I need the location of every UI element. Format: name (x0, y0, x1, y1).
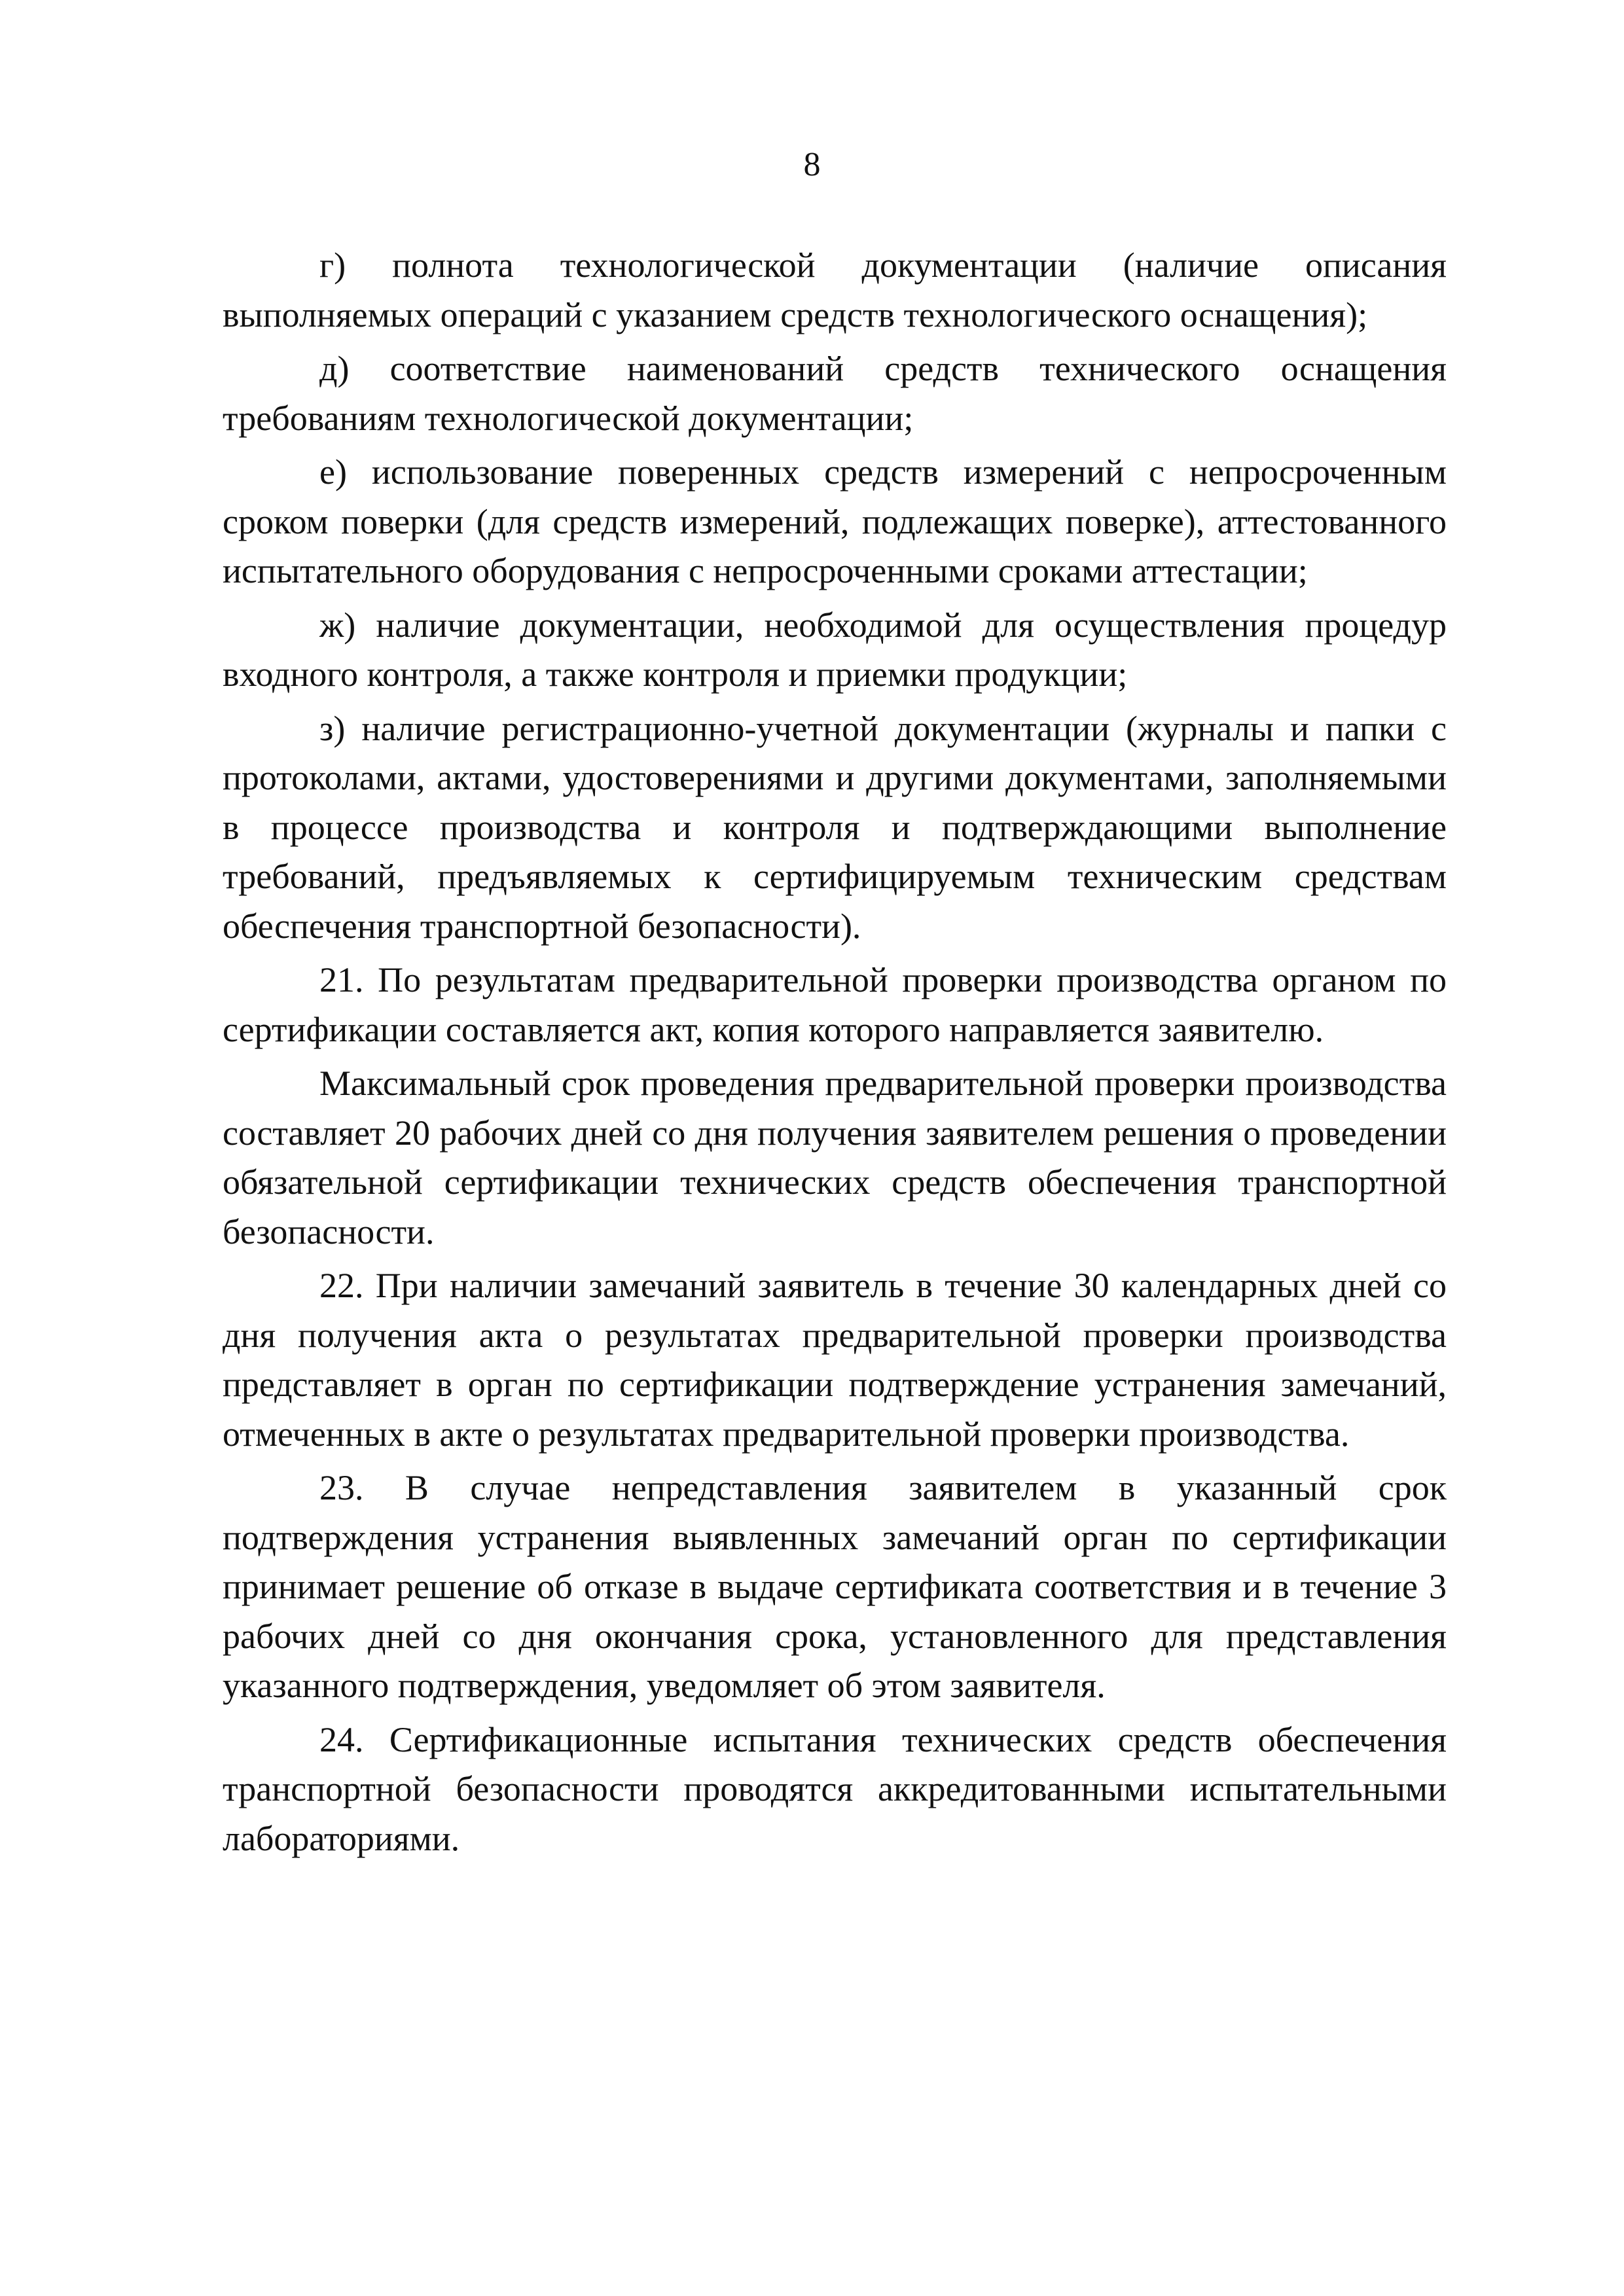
paragraph-22: 22. При наличии замечаний заявитель в течение 30 календарных дней со дня получения акта о результатах предварительной проверки производства представляет в орган по сертификации подтверждение устранения замечаний, отмеченных в акте о результатах предварительной проверки производства. (223, 1266, 1447, 1454)
paragraph-d: д) соответствие наименований средств технического оснащения требованиям технологической документации; (223, 349, 1447, 438)
paragraph-21: 21. По результатам предварительной проверки производства органом по сертификации составляется акт, копия которого направляется заявителю. (223, 960, 1447, 1049)
paragraph-23: 23. В случае непредставления заявителем в указанный срок подтверждения устранения выявленных замечаний орган по сертификации принимает решение об отказе в выдаче сертификата соответствия и в течение 3 рабочих дней со дня окончания срока, установленного для представления указанного подтверждения, уведомляет об этом заявителя. (223, 1468, 1447, 1705)
paragraph-max-term: Максимальный срок проведения предварительной проверки производства составляет 20 рабочих дней со дня получения заявителем решения о проведении обязательной сертификации технических средств обеспечения транспортной безопасности. (223, 1064, 1447, 1251)
paragraph-e: е) использование поверенных средств измерений с непросроченным сроком поверки (для средств измерений, подлежащих поверке), аттестованного испытательного оборудования с непросроченными сроками аттестации; (223, 452, 1447, 590)
paragraph-zh: ж) наличие документации, необходимой для осуществления процедур входного контроля, а также контроля и приемки продукции; (223, 605, 1447, 694)
document-body (223, 241, 1447, 1863)
paragraph-z: з) наличие регистрационно-учетной документации (журналы и папки с протоколами, актами, удостоверениями и другими документами, заполняемыми в процессе производства и контроля и подтверждающими выполнение требований, предъявляемых к сертифицируемым техническим средствам обеспечения транспортной безопасности). (223, 708, 1447, 946)
paragraph-24: 24. Сертификационные испытания технических средств обеспечения транспортной безопасности проводятся аккредитованными испытательными лабораториями. (223, 1719, 1447, 1858)
page-number: 8 (803, 146, 821, 183)
paragraph-g: г) полнота технологической документации (наличие описания выполняемых операций с указанием средств технологического оснащения); (223, 245, 1447, 334)
